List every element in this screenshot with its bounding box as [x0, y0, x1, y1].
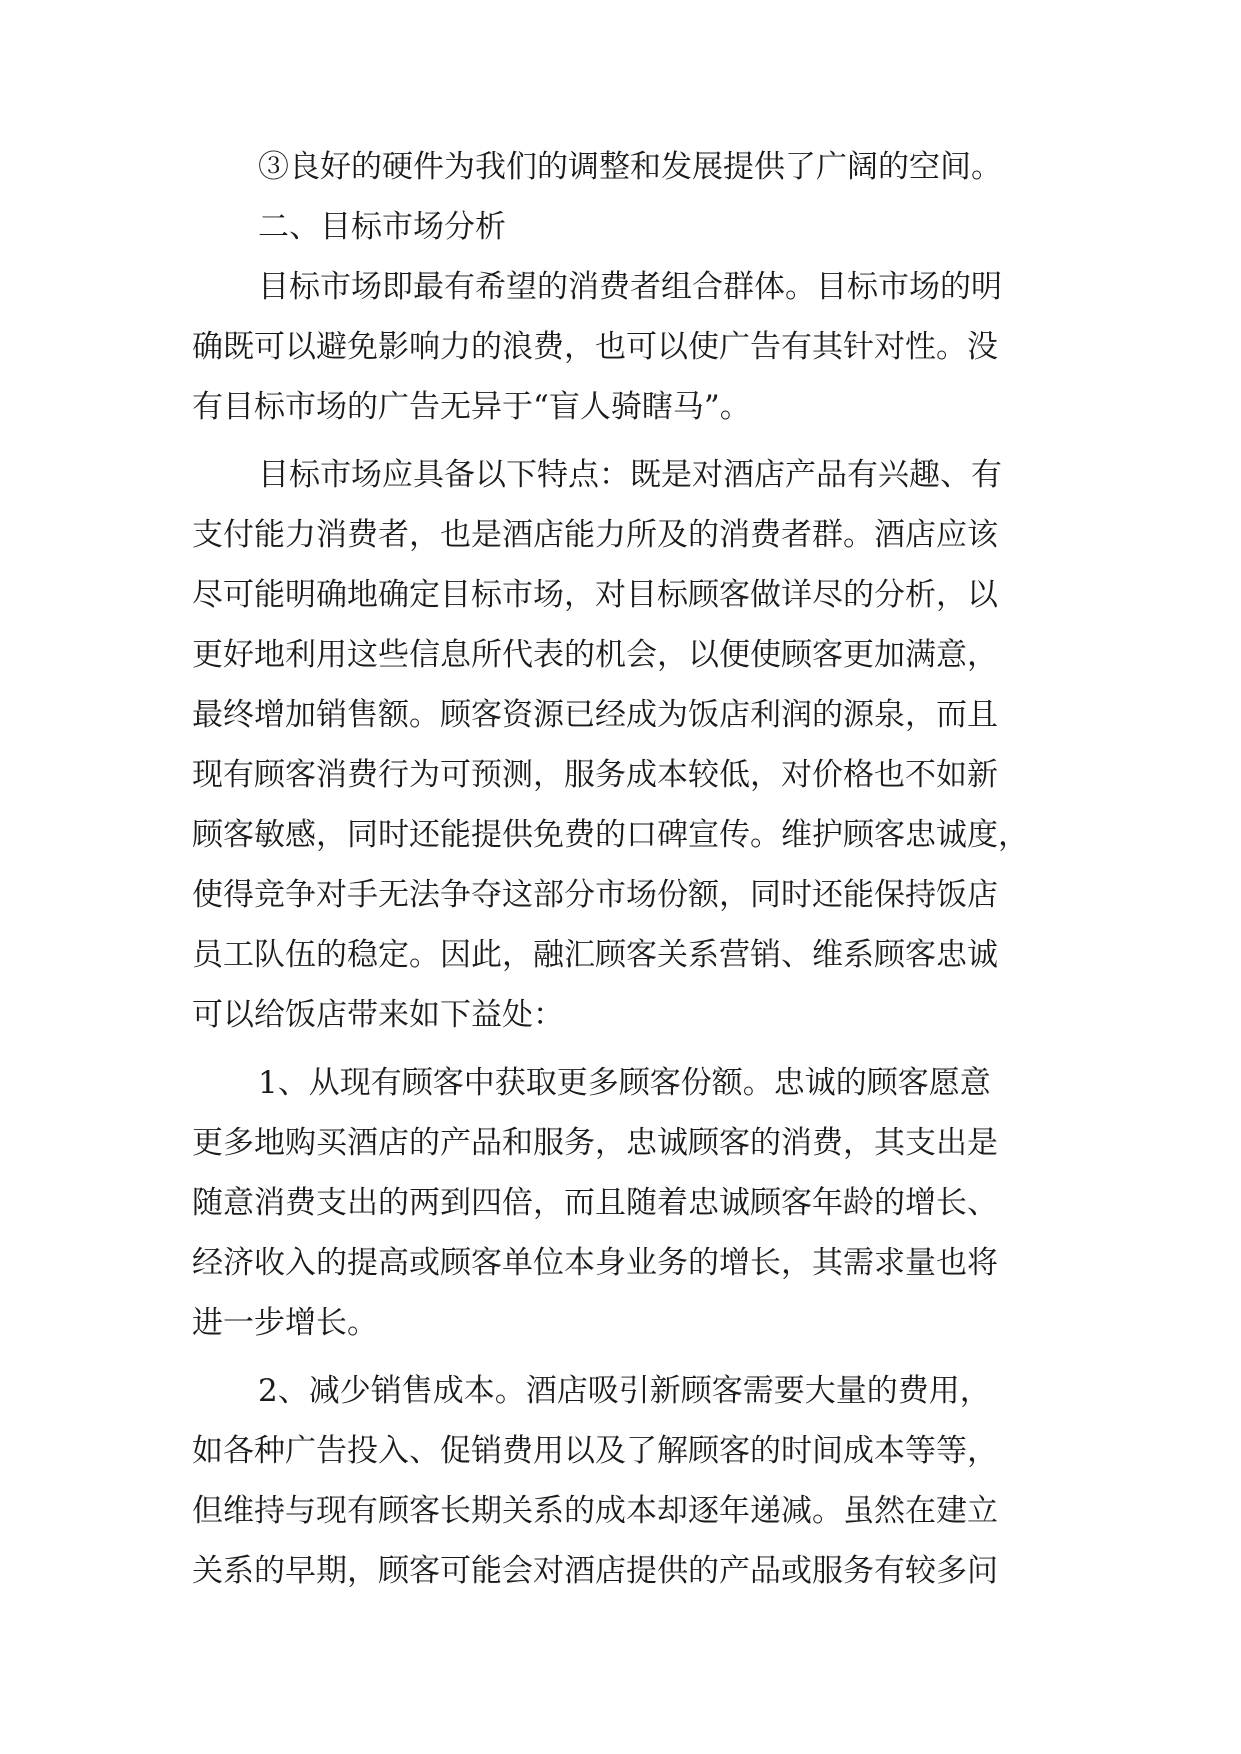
text-line: 尽可能明确地确定目标市场，对目标顾客做详尽的分析，以 — [192, 577, 998, 613]
section-heading: 二、目标市场分析 — [258, 209, 506, 245]
text-line: 最终增加销售额。顾客资源已经成为饭店利润的源泉，而且 — [192, 697, 998, 733]
text-line: ③良好的硬件为我们的调整和发展提供了广阔的空间。 — [258, 149, 1002, 185]
text-line: 经济收入的提高或顾客单位本身业务的增长，其需求量也将 — [192, 1245, 998, 1281]
text-line: 更好地利用这些信息所代表的机会，以便使顾客更加满意， — [192, 637, 998, 673]
text-line: 目标市场即最有希望的消费者组合群体。目标市场的明 — [258, 269, 1002, 305]
text-line: 顾客敏感，同时还能提供免费的口碑宣传。维护顾客忠诚度， — [192, 817, 1029, 853]
text-line: 关系的早期，顾客可能会对酒店提供的产品或服务有较多问 — [192, 1553, 998, 1589]
text-line: 1、从现有顾客中获取更多顾客份额。忠诚的顾客愿意 — [258, 1065, 991, 1101]
text-line: 更多地购买酒店的产品和服务，忠诚顾客的消费，其支出是 — [192, 1125, 998, 1161]
text-line: 支付能力消费者，也是酒店能力所及的消费者群。酒店应该 — [192, 517, 998, 553]
text-line: 有目标市场的广告无异于“盲人骑瞎马”。 — [192, 389, 751, 425]
text-line: 可以给饭店带来如下益处： — [192, 997, 564, 1033]
text-line: 2、减少销售成本。酒店吸引新顾客需要大量的费用， — [258, 1373, 991, 1409]
text-line: 目标市场应具备以下特点：既是对酒店产品有兴趣、有 — [258, 457, 1002, 493]
text-line: 员工队伍的稳定。因此，融汇顾客关系营销、维系顾客忠诚 — [192, 937, 998, 973]
text-line: 现有顾客消费行为可预测，服务成本较低，对价格也不如新 — [192, 757, 998, 793]
text-line: 随意消费支出的两到四倍，而且随着忠诚顾客年龄的增长、 — [192, 1185, 998, 1221]
text-line: 确既可以避免影响力的浪费，也可以使广告有其针对性。没 — [192, 329, 998, 365]
text-line: 进一步增长。 — [192, 1305, 378, 1341]
text-line: 如各种广告投入、促销费用以及了解顾客的时间成本等等， — [192, 1433, 998, 1469]
text-line: 但维持与现有顾客长期关系的成本却逐年递减。虽然在建立 — [192, 1493, 998, 1529]
text-line: 使得竞争对手无法争夺这部分市场份额，同时还能保持饭店 — [192, 877, 998, 913]
